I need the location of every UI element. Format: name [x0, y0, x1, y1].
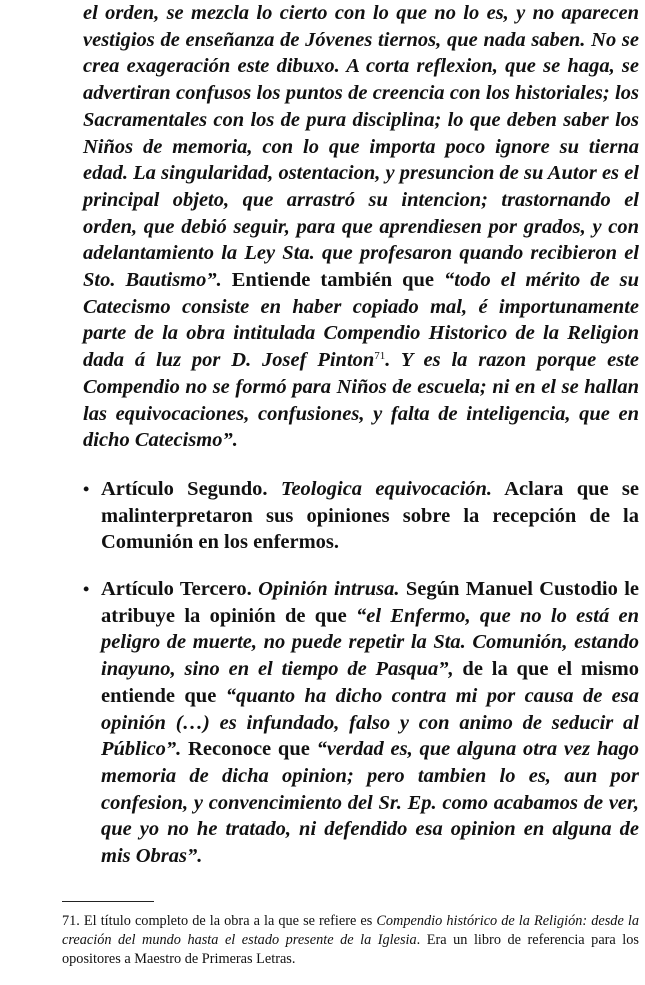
quote-enfermo: “el Enfermo, que no lo está en peligro de muerte, no puede repetir la Sta. Comunión, estando inayuno, sino en el tiempo de Pasqua”,: [101, 604, 640, 681]
main-text: [83, 0, 639, 870]
quote-infundado: “quanto ha dicho contra mi por causa de esa opinión (…) es infundado, falso y con animo de seducir al Público”.: [101, 684, 639, 761]
article-text: de la que el mismo entiende que: [101, 658, 640, 707]
footnote-reference: 71: [374, 350, 386, 363]
article-lead: Artículo Segundo.: [101, 477, 281, 500]
quote-copied-work: “todo el mérito de su Catecismo consiste en haber copiado mal, é importunamente parte de la obra intitulada Compendio Historico de la Religion dada á luz por D. Josef Pinton: [83, 269, 639, 372]
footnote-text: [62, 912, 639, 968]
article-list: [83, 476, 639, 870]
list-item-articulo-tercero: [83, 576, 639, 870]
quote-copied-work-end: . Y es la razon porque este Compendio no se formó para Niños de escuela; ni en el se hallan las equivocaciones, confusiones, y falta de inteligencia, que en dicho Catecismo”.: [83, 349, 639, 452]
article-text: Aclara que se malinterpretaron sus opiniones sobre la recepción de la Comunión en los enfermos.: [101, 477, 640, 554]
list-item-articulo-segundo: [83, 476, 639, 556]
article-title: Teologica equivocación.: [280, 477, 493, 500]
footnote-work-title: Compendio histórico de la Religión: desde la creación del mundo hasta el estado presente de la Iglesia: [62, 913, 639, 948]
article-title: Opinión intrusa.: [258, 578, 400, 601]
quote-verdad-es: “verdad es, que alguna otra vez hago memoria de dicha opinion; pero tambien lo es, aun por confesion, y convencimiento del Sr. Ep. como acabamos de ver, que yo no he tratado, ni defendido esa opinion en alguna de mis Obras”.: [101, 738, 639, 868]
article-text: Según Manuel Custodio le atribuye la opinión de que: [101, 578, 639, 627]
footnote-body-end: . Era un libro de referencia para los opositores a Maestro de Primeras Letras.: [62, 931, 639, 967]
article-text: Reconoce que: [181, 738, 317, 761]
footnote: [62, 912, 639, 968]
footnote-divider: [62, 901, 154, 902]
continuation-paragraph: [83, 0, 639, 454]
paragraph-text: Entiende también que: [221, 269, 445, 292]
article-lead: Artículo Tercero.: [101, 578, 259, 601]
footnote-body: El título completo de la obra a la que se refiere es: [79, 913, 377, 929]
quote-catechism-critique: el orden, se mezcla lo cierto con lo que no lo es, y no aparecen vestigios de enseñanza de Jóvenes tiernos, que nada saben. No se crea exageración este dibuxo. A corta reflexion, que se haga, se advertiran confusos los puntos de creencia con los historiales; los Sacramentales con los de pura disciplina; lo que deben saber los Niños de memoria, con lo que importa poco ignore su tierna edad. La singularidad, ostentacion, y presuncion de su Autor es el principal objeto, que arrastró su intencion; trastornando el orden, que debió seguir, para que aprendiesen por grados, y con adelantamiento la Ley Sta. que profesaron quando recibieron el Sto. Bautismo”.: [83, 2, 639, 292]
footnote-number: 71.: [62, 913, 80, 929]
